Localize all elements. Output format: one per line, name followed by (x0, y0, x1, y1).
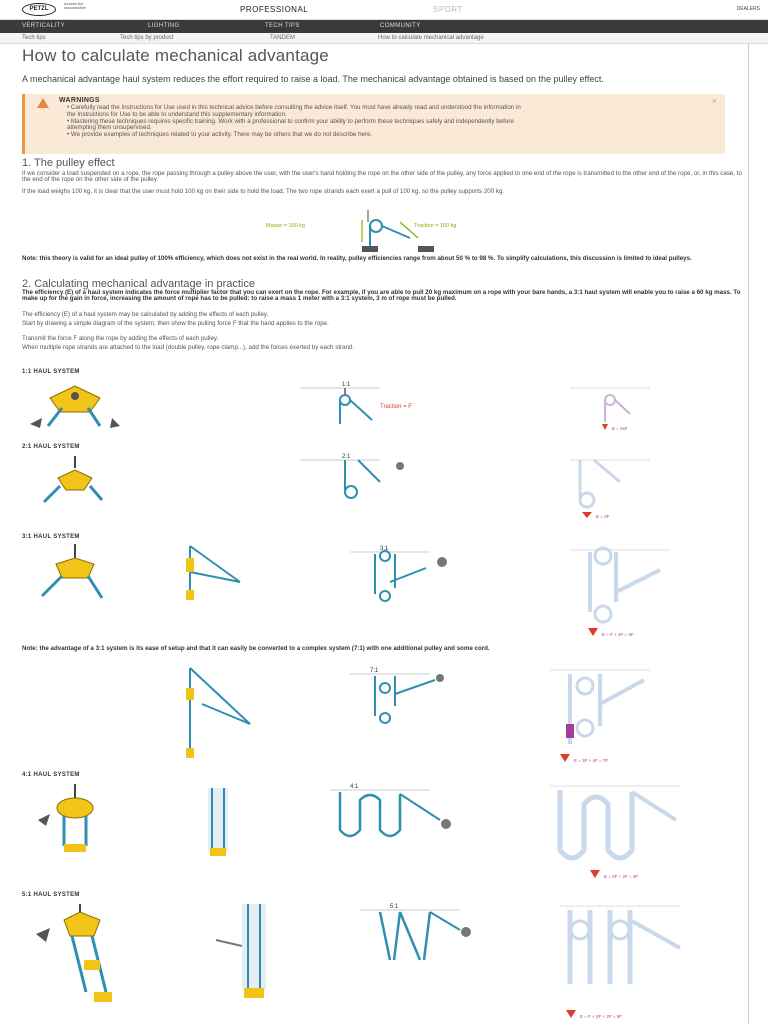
photo-7-1-installation (180, 664, 270, 762)
haul-4-1-heading: 4:1 HAUL SYSTEM (22, 772, 80, 778)
force-diagram-4-1 (540, 780, 690, 880)
paragraph: The efficiency (E) of a haul system indicates the force multiplier factor that you can exert on the rope. For example, if you are able to pull 20 kg maximum on a rope with your bare hands, a 3:1 haul system will enable you to raise a 60 kg mass. To make up for the gain in force, increasing the amount of rope has to be pulled: to raise a mass 1 meter with a 3:1 system, 3 m of rope must be pulled. (22, 289, 741, 303)
breadcrumb-item: How to calculate mechanical advantage (378, 35, 484, 41)
label-traction: Traction = 100 kg (414, 223, 457, 229)
photo-3-1-installation (180, 542, 260, 604)
label-traction-f: Traction = F (380, 404, 412, 410)
petzl-logo[interactable]: PETZL (22, 3, 56, 16)
photo-1-1-pulley (20, 378, 130, 434)
warning-item: • Carefully read the Instructions for Use used in this technical advice before consulting the advice itself. You must have already read and understood the information in the Instructions for Use to be able to understand this supplementary information. (67, 104, 521, 118)
warning-icon (37, 98, 49, 108)
photo-3-1-pulley (20, 542, 130, 604)
svg-text:E = 2xF: E = 2xF (612, 426, 628, 431)
svg-text:E = 3F + 4F = 7F: E = 3F + 4F = 7F (574, 758, 609, 763)
breadcrumb (0, 33, 768, 44)
svg-text:5:1: 5:1 (390, 904, 399, 910)
diagram-2-1 (300, 452, 460, 508)
intro-text: A mechanical advantage haul system reduces the effort required to raise a load. The mechanical advantage obtained is based on the pulley effect. (22, 74, 604, 84)
paragraph: The efficiency (E) of a haul system may be calculated by adding the effects of each pulley. (22, 311, 269, 318)
photo-5-1-installation (210, 900, 300, 1010)
tagline: Access the inaccessible (64, 1, 86, 10)
section-heading-calculating: 2. Calculating mechanical advantage in practice (22, 278, 255, 290)
diagram-3-1 (330, 542, 460, 612)
sidebar-divider (748, 44, 749, 1024)
force-diagram-7-1 (540, 664, 670, 768)
page-title: How to calculate mechanical advantage (22, 46, 329, 65)
warnings-box (22, 94, 725, 154)
svg-text:E = 3F: E = 3F (596, 514, 610, 519)
paragraph: Transmit the force F along the rope by adding the effects of each pulley. (22, 335, 219, 342)
photo-2-1-pulley (20, 452, 130, 508)
svg-text:7:1: 7:1 (370, 668, 379, 674)
warning-item: • We provide examples of techniques related to your activity. There may be others that we do not describe here. (67, 131, 373, 139)
note-ideal-pulley: Note: this theory is valid for an ideal pulley of 100% efficiency, which does not exist in the real world. In reality, pulley efficiencies range from about 50 % to 98 %. To simplify calculations, this discussion is limited to ideal pulleys. (22, 255, 692, 262)
nav-item-lighting[interactable]: LIGHTING (148, 23, 180, 29)
haul-2-1-heading: 2:1 HAUL SYSTEM (22, 444, 80, 450)
svg-text:E = 2F + 2F = 4F: E = 2F + 2F = 4F (604, 874, 639, 879)
paragraph: If we consider a load suspended on a rope, the rope passing through a pulley above the user, with the user's hand holding the rope on the other side of the pulley, any force applied to one end of the rope is transmitted to the other end of the rope, or, in this case, to the end of the rope on the other side of the pulley. (22, 170, 742, 184)
photo-4-1-installation (180, 780, 260, 860)
haul-1-1-heading: 1:1 HAUL SYSTEM (22, 369, 80, 375)
tab-professional[interactable]: PROFESSIONAL (240, 5, 309, 14)
dealers-link[interactable]: DEALERS (736, 6, 760, 12)
paragraph: Start by drawing a simple diagram of the system, then show the pulling force F that the hand applies to the rope. (22, 320, 329, 327)
svg-text:E = F + 2F + 2F = 5F: E = F + 2F + 2F = 5F (580, 1014, 623, 1019)
pulley-effect-diagram (250, 208, 510, 256)
svg-text:4:1: 4:1 (350, 784, 359, 790)
breadcrumb-item[interactable]: TANDEM (270, 35, 295, 41)
diagram-1-1 (300, 378, 460, 434)
force-diagram-3-1 (560, 542, 690, 642)
svg-text:3:1: 3:1 (380, 546, 389, 552)
breadcrumb-item[interactable]: Tech tips by product (120, 35, 174, 41)
photo-5-1-pulley (20, 900, 140, 1010)
nav-item-community[interactable]: COMMUNITY (380, 23, 421, 29)
diagram-5-1 (350, 900, 480, 1000)
svg-text:2:1: 2:1 (342, 454, 351, 460)
warnings-title: WARNINGS (59, 97, 100, 104)
force-diagram-5-1 (550, 900, 700, 1024)
tab-sport[interactable]: SPORT (433, 5, 463, 14)
paragraph: When multiple rope strands are attached to the load (double pulley, rope clamp...), add the forces exerted by each strand. (22, 344, 355, 351)
svg-text:1:1: 1:1 (342, 382, 351, 388)
diagram-4-1 (320, 780, 460, 852)
note-3-1-system: Note: the advantage of a 3:1 system is its ease of setup and that it can easily be converted to a complex system (7:1) with one additional pulley and some cord. (22, 645, 490, 652)
haul-3-1-heading: 3:1 HAUL SYSTEM (22, 534, 80, 540)
diagram-7-1 (340, 664, 460, 726)
section-heading-pulley-effect: 1. The pulley effect (22, 157, 115, 169)
nav-item-verticality[interactable]: VERTICALITY (22, 23, 65, 29)
svg-text:E = F + 2F = 3F: E = F + 2F = 3F (602, 632, 634, 637)
nav-item-tech-tips[interactable]: TECH TIPS (265, 23, 300, 29)
label-mass: Masse = 100 kg (266, 223, 305, 229)
close-icon[interactable]: × (711, 96, 717, 106)
top-header (0, 0, 768, 20)
force-diagram-1-1 (560, 378, 660, 434)
warning-item: • Mastering these techniques requires specific training. Work with a professional to confirm your ability to perform these techniques safely and independently before attempting them unsupervised. (67, 117, 514, 132)
haul-5-1-heading: 5:1 HAUL SYSTEM (22, 892, 80, 898)
main-nav (0, 20, 768, 33)
paragraph: If the load weighs 100 kg, it is clear that the user must hold 100 kg on their side to hold the load. The two rope strands each exert a pull of 100 kg, so the pulley supports 200 kg. (22, 188, 505, 195)
breadcrumb-item[interactable]: Tech tips (22, 35, 46, 41)
force-diagram-2-1 (560, 452, 670, 522)
photo-4-1-pulley (20, 780, 130, 860)
